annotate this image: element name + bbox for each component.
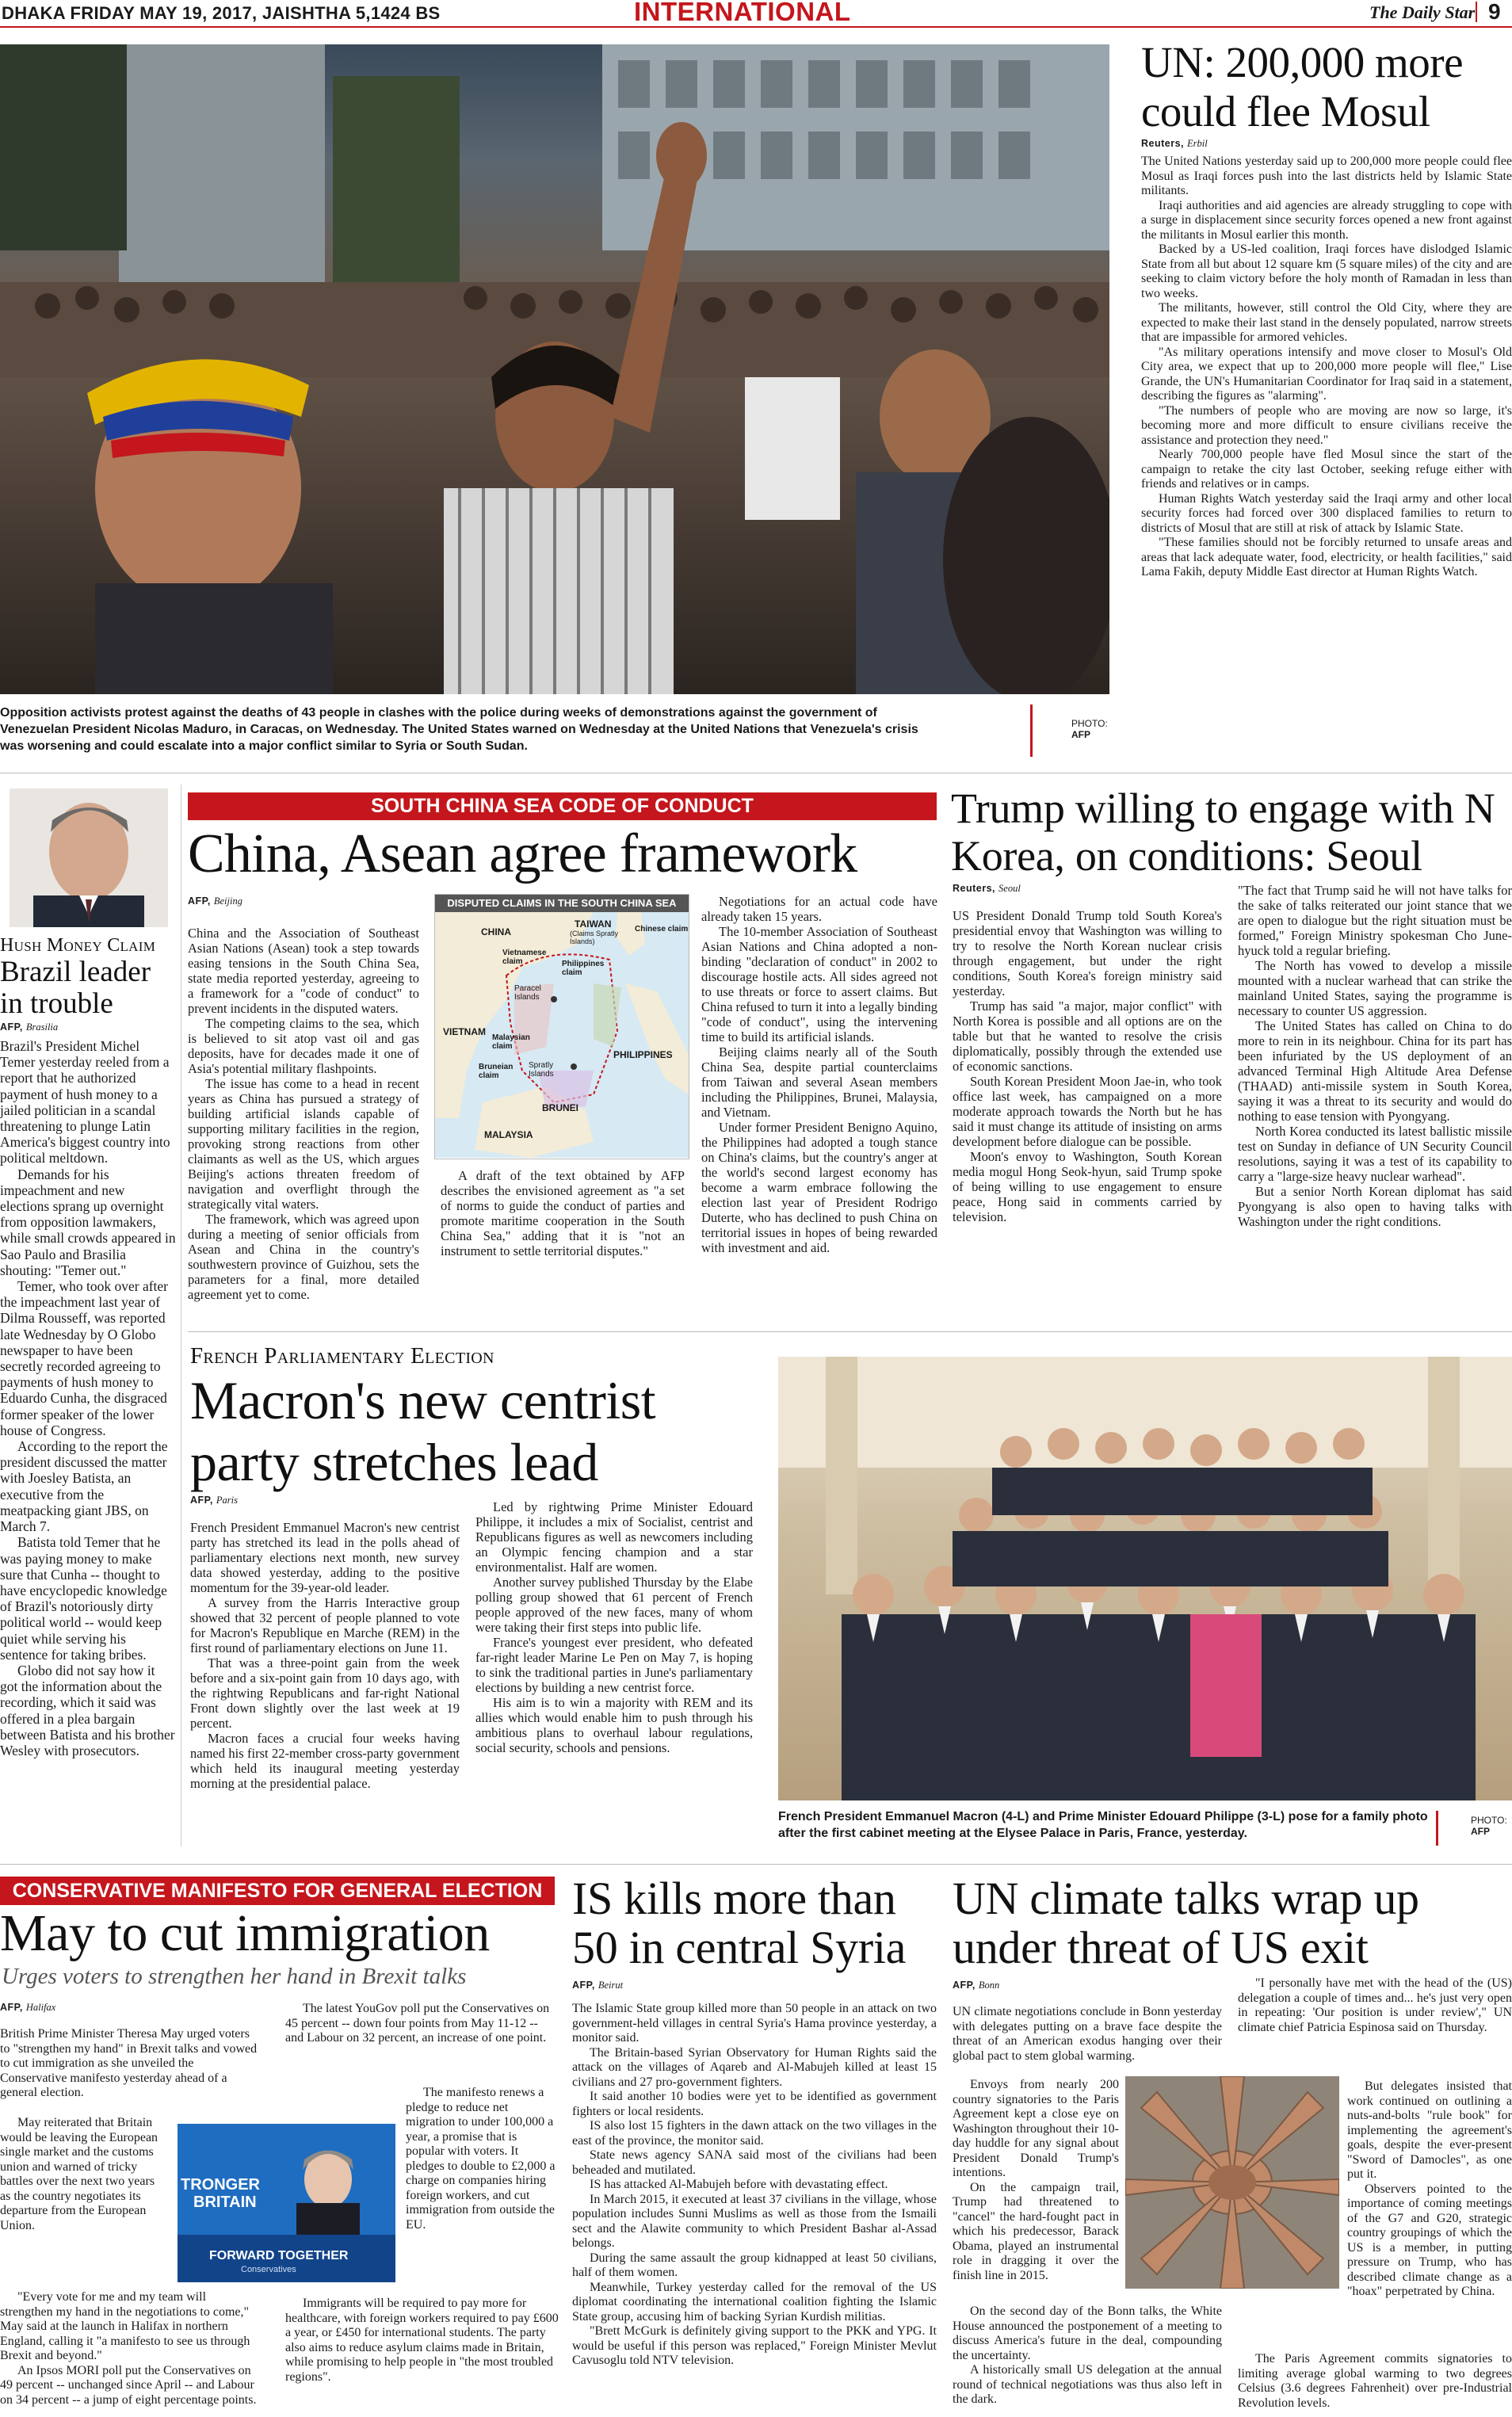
- location: Halifax: [25, 2002, 56, 2013]
- paragraph: Negotiations for an actual code have already taken 15 years.: [701, 894, 937, 924]
- paragraph: The Britain-based Syrian Observatory for Human Rights said the attack on the villages of Aqareb and Al-Mabujeh killed at least 15 civilians and 27 pro-government fighters.: [572, 2045, 937, 2089]
- map-label-chinese-claim: Chinese claim: [635, 925, 689, 934]
- paragraph: A draft of the text obtained by AFP describes the envisioned agreement as "a set of norms to guide the conduct of parties and promote maritime cooperation in the South China Sea," adding that it is "not an instrument to settle territorial disputes.": [441, 1168, 685, 1258]
- paragraph: The Islamic State group killed more than 50 people in an attack on two government-held villages in central Syria's Hama province yesterday, a monitor said.: [572, 2002, 937, 2045]
- agency: AFP,: [0, 1021, 23, 1033]
- may-dateline: [0, 2002, 55, 2014]
- paragraph: US President Donald Trump told South Korea's presidential envoy that Washington was willing to try to resolve the North Korean nuclear crisis through engagement, but under the right conditions, South Korea's foreign ministry said yesterday.: [953, 908, 1222, 998]
- cabinet-group-illustration: [778, 1357, 1512, 1800]
- may-headline: May to cut immigration: [0, 1904, 490, 1962]
- map-label-taiwan: TAIWAN: [575, 918, 612, 930]
- macron-kicker: French Parliamentary Election: [190, 1343, 494, 1369]
- china-headline: China, Asean agree framework: [188, 823, 857, 884]
- climate-hands-photo: [1125, 2076, 1339, 2289]
- portrait-illustration: [10, 788, 168, 927]
- location: Paris: [216, 1495, 238, 1506]
- paragraph: On the second day of the Bonn talks, the White House announced the postponement of a meeting to discuss America's future in the deal, compounding the uncertainty.: [953, 2304, 1222, 2362]
- syria-headline: IS kills more than 50 in central Syria: [572, 1873, 907, 1973]
- paragraph: According to the report the president discussed the matter with Joesley Batista, an executive from the meatpacking giant JBS, on March 7.: [0, 1438, 168, 1535]
- location: Seoul: [998, 883, 1021, 894]
- may-col-1-wrap: [0, 2116, 166, 2233]
- china-kicker-bar: SOUTH CHINA SEA CODE OF CONDUCT: [188, 792, 937, 820]
- map-label-malaysian-claim: Malaysian claim: [492, 1033, 530, 1051]
- protest-scene-illustration: [0, 44, 1109, 694]
- photo-credit-divider: [1436, 1811, 1438, 1846]
- paragraph: "The numbers of people who are moving are now so large, it's becoming more and more difficult to ensure civilians receive the assistance and protection they need.": [1141, 403, 1512, 447]
- paragraph: French President Emmanuel Macron's new centrist party has stretched its lead in the polls ahead of parliamentary elections next month, new survey data showed yesterday, adding to the positive momentum for the 39-year-old leader.: [190, 1520, 460, 1595]
- paragraph: Observers pointed to the importance of coming meetings of the G7 and G20, strategic country groupings of which the US is a member, in putting pressure on Trump, who has described climate change as a "hoax" perpetrated by China.: [1347, 2182, 1512, 2298]
- page-header: [0, 0, 1512, 29]
- macron-headline: Macron's new centrist party stretches lead: [190, 1370, 656, 1492]
- map-label-bruneian-claim: Bruneian claim: [479, 1063, 514, 1080]
- agency: Reuters,: [953, 883, 996, 894]
- venezuela-photo-credit: [1071, 718, 1108, 740]
- may-col-2-wrap: [406, 2086, 559, 2232]
- map-title: DISPUTED CLAIMS IN THE SOUTH CHINA SEA: [435, 895, 689, 912]
- paragraph: Another survey published Thursday by the Elabe polling group showed that 61 percent of French people approved of the new faces, many of whom were taking their first steps into public life.: [475, 1575, 753, 1635]
- china-dateline: [188, 895, 242, 907]
- macron-col-1: [190, 1520, 460, 1791]
- paragraph: Beijing claims nearly all of the South China Sea, despite partial counterclaims from Taiwan and several Asean members including the Philippines, Brunei, Malaysia, and Vietnam.: [701, 1044, 937, 1120]
- paragraph: IS has attacked Al-Mabujeh before with devastating effect.: [590, 2178, 888, 2191]
- paragraph: "The fact that Trump said he will not have talks for the sake of talks reiterated our joint stance that we are open to dialogue but the right situation must be formed," Foreign Ministry spokesman Cho June-hyuck told a regular briefing.: [1238, 883, 1512, 958]
- paragraph: Human Rights Watch yesterday said the Iraqi army and other local security forces had forced over 300 displaced families to return to districts of Mosul that are still at risk of attack by Islamic State.: [1141, 491, 1512, 535]
- paragraph: "These families should not be forcibly returned to unsafe areas and areas that lack adequate water, food, electricity, or health facilities," said Lama Fakih, deputy Middle East director at Human Rights Watch.: [1141, 536, 1512, 578]
- paragraph: Led by rightwing Prime Minister Edouard Philippe, it includes a mix of Socialist, centrist and Republicans figures as well as newcomers including an Olympic fencing champion and a star environmentalist. Half are women.: [475, 1499, 753, 1575]
- paragraph: France's youngest ever president, who defeated far-right leader Marine Le Pen on May 7, is hoping to sink the traditional parties in June's parliamentary elections by building a new centrist force.: [475, 1635, 753, 1695]
- climate-col-1-wrap: [953, 2078, 1119, 2283]
- paragraph: Demands for his impeachment and new elections sprang up overnight from opposition lawmakers, while small crowds appeared in Sao Paulo and Brasilia shouting: "Temer out.": [0, 1166, 176, 1278]
- climate-col-2-bottom: [1238, 2352, 1512, 2411]
- may-col-1-top: [0, 2027, 262, 2101]
- section-divider: [188, 1331, 1512, 1332]
- china-col-1: [188, 926, 419, 1302]
- paragraph: Trump has said "a major, major conflict" with North Korea is possible and all options are on the table but that he wanted to resolve the crisis diplomatically, possibly through the extended use of economic sanctions.: [953, 998, 1222, 1074]
- paragraph: A historically small US delegation at the annual round of technical negotiations was thus also left in the dark.: [953, 2363, 1222, 2406]
- paragraph: The latest YouGov poll put the Conservatives on 45 percent -- down four points from May 11-12 -- and Labour on 32 percent, an increase of one point.: [285, 2002, 550, 2045]
- paragraph: His aim is to win a majority with REM and its allies which would enable him to push through his ambitious plans to overhaul labour regulations, social security, schools and pensions.: [475, 1695, 753, 1755]
- photo-credit-divider: [1030, 704, 1033, 757]
- climate-col-2-top: [1238, 1976, 1512, 2035]
- map-label-taiwan-sub: (Claims Spratly Islands): [570, 930, 619, 945]
- paragraph: IS also lost 15 fighters in the dawn attack on the two villages in the east of the province, the monitor said.: [572, 2119, 937, 2148]
- mosul-headline: UN: 200,000 more could flee Mosul: [1141, 38, 1463, 136]
- agency: AFP,: [953, 1980, 976, 1991]
- paragraph: The issue has come to a head in recent years as China has pursued a strategy of building artificial islands capable of supporting military facilities in the region, provoking strong reactions from other claimants as well as the US, which argues Beijing's actions threaten freedom of navigation and overflight through the strategically vital waters.: [188, 1076, 419, 1212]
- trump-korea-dateline: [953, 883, 1021, 895]
- paragraph: "As military operations intensify and move closer to Mosul's Old City area, we expect that up to 200,000 more people will flee," Lise Grande, the UN's Humanitarian Coordinator for Iraq said in a statement, describing the figures as "alarming".: [1141, 345, 1512, 403]
- south-china-sea-map: [434, 894, 689, 1159]
- paragraph: Immigrants will be required to pay more for healthcare, with foreign workers required to pay £600 a year, or £450 for international students. The party also aims to reduce asylum claims made in Britain, while promising to help people in "the most troubled regions".: [285, 2297, 559, 2384]
- map-label-paracel: Paracel Islands: [514, 984, 541, 1002]
- brazil-headline: Brazil leader in trouble: [0, 956, 151, 1020]
- map-label-philippines-claim: Philippines claim: [562, 960, 605, 977]
- section-title: INTERNATIONAL: [634, 0, 851, 26]
- paragraph: Globo did not say how it got the information about the recording, which it said was offered in a plea bargain between Batista and his brother Wesley with prosecutors.: [0, 1662, 175, 1758]
- climate-col-1-top: [953, 2005, 1222, 2064]
- header-dateline: DHAKA FRIDAY MAY 19, 2017, JAISHTHA 5,1424 BS: [2, 3, 441, 23]
- paragraph: The manifesto renews a pledge to reduce net migration to under 100,000 a year, a promise that is popular with voters. It pledges to double to £2,000 a charge on companies hiring foreign workers, and cut immigration from outside the EU.: [406, 2086, 556, 2232]
- may-col-2-top: [285, 2002, 559, 2046]
- photo-credit-agency: AFP: [1071, 729, 1090, 740]
- brazil-kicker: Hush Money Claim: [0, 935, 156, 956]
- map-label-spratly: Spratly Islands: [529, 1061, 554, 1079]
- paragraph: It said another 10 bodies were yet to be identified as government fighters or local residents.: [572, 2090, 937, 2118]
- mosul-dateline: [1141, 138, 1512, 150]
- paragraph: China and the Association of Southeast Asian Nations (Asean) took a step towards easing tensions in the South China Sea, state media reported yesterday, agreeing to a framework for a "code of conduct" to prevent incidents in the disputed waters.: [188, 926, 419, 1016]
- location: Beirut: [598, 1980, 624, 1991]
- climate-headline: UN climate talks wrap up under threat of US exit: [953, 1873, 1419, 1973]
- syria-dateline: [572, 1980, 623, 1991]
- paragraph: The 10-member Association of Southeast Asian Nations and China adopted a non-binding "declaration of conduct" in 2002 to discourage hostile acts. All sides agreed not to use threats or force to assert claims. But China refused to turn it into a legally binding "code of conduct", using the intervening time to build its artificial islands.: [701, 924, 937, 1044]
- paragraph: South Korean President Moon Jae-in, who took office last week, has campaigned on a more moderate approach towards the North but he has said it must change its attitude of insisting on arms development before dialogue can be possible.: [953, 1074, 1222, 1149]
- agency: AFP,: [0, 2002, 23, 2013]
- paragraph: The competing claims to the sea, which is believed to sit atop vast oil and gas deposits, have for decades made it one of Asia's potential military flashpoints.: [188, 1016, 419, 1076]
- cabinet-photo-caption: French President Emmanuel Macron (4-L) and Prime Minister Edouard Philippe (3-L) pose for a family photo after the first cabinet meeting at the Elysee Palace in Paris, France, yesterday.: [778, 1810, 1428, 1840]
- syria-body: [572, 2002, 937, 2369]
- paragraph: Macron faces a crucial four weeks having named his first 22-member cross-party government which held its inaugural meeting yesterday morning at the presidential palace.: [190, 1731, 460, 1791]
- paragraph: The militants, however, still control the Old City, where they are expected to make their last stand in the densely populated, narrow streets that are impassible for armored vehicles.: [1141, 301, 1512, 344]
- macron-article: [190, 1343, 757, 1511]
- paragraph: State news agency SANA said most of the civilians had been beheaded and mutilated.: [572, 2148, 937, 2177]
- may-photo: [178, 2124, 395, 2282]
- map-label-china: CHINA: [481, 926, 511, 937]
- section-divider: [0, 1864, 1512, 1865]
- paragraph: "I personally have met with the head of the (US) delegation a couple of times and... he's just very open in repeating: 'Our position is under review'," UN climate chief Patricia Espinosa said on Thursday.: [1238, 1976, 1512, 2034]
- climate-col-1-bottom: [953, 2304, 1222, 2407]
- photo-credit-label: PHOTO:: [1471, 1815, 1507, 1826]
- may-banner-forward: FORWARD TOGETHER: [209, 2249, 349, 2262]
- paragraph: That was a three-point gain from the week before and a six-point gain from 10 days ago, with the rightwing Republicans and far-right National Front down slightly over the last week at 19 percent.: [190, 1655, 460, 1731]
- page-number: 9: [1488, 0, 1501, 24]
- paragraph: North Korea conducted its latest ballistic missile test on Sunday in defiance of UN Security Council resolutions, saying it was a test of its capability to carry a "large-size heavy nuclear warhead".: [1238, 1124, 1512, 1184]
- paragraph: "Brett McGurk is definitely giving support to the PKK and YPG. It would be useful if this person was replaced," Foreign Minister Mevlut Cavusoglu told NTV television.: [572, 2324, 937, 2367]
- paragraph: On the campaign trail, Trump had threatened to "cancel" the hard-fought pact in which his predecessor, Barack Obama, played an instrumental role in dragging it over the finish line in 2015.: [953, 2180, 1119, 2282]
- paragraph: The United Nations yesterday said up to 200,000 more people could flee Mosul as Iraqi forces push into the last districts held by Islamic State militants.: [1141, 155, 1512, 197]
- map-label-brunei: BRUNEI: [542, 1102, 579, 1113]
- temer-portrait: [10, 788, 168, 927]
- may-col-1-bottom: [0, 2290, 262, 2407]
- paragraph: Under former President Benigno Aquino, the Philippines had adopted a tough stance on China's claims, but the country's anger at the world's second largest economy has become a warm embrace following the election last year of President Rodrigo Duterte, who has declined to push China on territorial issues in hopes of being rewarded with investment and aid.: [701, 1120, 937, 1255]
- paragraph: Temer, who took over after the impeachment last year of Dilma Rousseff, was reported late Wednesday by O Globo newspaper to have been secretly recorded agreeing to payments of hush money to Eduardo Cunha, the disgraced former speaker of the lower house of Congress.: [0, 1278, 169, 1438]
- paragraph: The framework, which was agreed upon during a meeting of senior officials from Asean and China in the country's southwestern province of Guizhou, sets the parameters for a final, more detailed agreement yet to come.: [188, 1212, 419, 1302]
- paragraph: Iraqi authorities and aid agencies are already struggling to cope with a surge in displacement since security forces opened a new front against the militants in Mosul earlier this month.: [1141, 198, 1512, 242]
- climate-col-2-wrap: [1347, 2079, 1512, 2300]
- photo-credit-label: PHOTO:: [1071, 718, 1108, 729]
- header-divider: [1476, 2, 1477, 22]
- trump-korea-headline: Trump willing to engage with N Korea, on conditions: Seoul: [951, 785, 1495, 880]
- agency: AFP,: [188, 895, 211, 907]
- photo-credit-agency: AFP: [1471, 1826, 1490, 1837]
- location: Brasilia: [25, 1021, 59, 1033]
- paragraph: UN climate negotiations conclude in Bonn yesterday with delegates putting on a brave face despite the threat of an American exodus hanging over their global pact to stem global warming.: [953, 2005, 1222, 2063]
- header-rule: [0, 26, 1512, 28]
- agency: AFP,: [190, 1495, 213, 1506]
- paragraph: Nearly 700,000 people have fled Mosul since the start of the campaign to retake the city last October, seeking refuge either with friends and relatives or in camps.: [1141, 448, 1512, 491]
- paragraph: During the same assault the group kidnapped at least 50 civilians, half of them women.: [572, 2251, 937, 2279]
- may-kicker-bar: CONSERVATIVE MANIFESTO FOR GENERAL ELECTION: [0, 1877, 555, 1905]
- map-label-vietnamese-claim: Vietnamese claim: [502, 949, 547, 966]
- map-label-malaysia: MALAYSIA: [484, 1129, 533, 1140]
- paragraph: British Prime Minister Theresa May urged voters to "strengthen my hand" in Brexit talks and vowed to cut immigration as she unveiled the Conservative manifesto yesterday ahead of a general election.: [0, 2027, 258, 2099]
- agency: Reuters,: [1141, 138, 1185, 149]
- may-banner-conservatives: Conservatives: [241, 2265, 296, 2274]
- mosul-body: [1141, 155, 1512, 580]
- trump-korea-col-1: [953, 908, 1222, 1224]
- paragraph: But delegates insisted that work continued on outlining a nuts-and-bolts "rule book" for implementing the agreement's goals, despite the ever-present "Sword of Damocles", as one put it.: [1347, 2079, 1512, 2181]
- china-col-3: [701, 894, 937, 1255]
- paragraph: But a senior North Korean diplomat has said Pyongyang is also open to having talks with Washington under the right conditions.: [1238, 1184, 1512, 1229]
- cabinet-photo: [778, 1357, 1512, 1800]
- macron-col-2: [475, 1499, 753, 1755]
- paragraph: In March 2015, it executed at least 37 civilians in the village, whose population includes Sunni Muslims as well as those from the Ismaili sect and the Alawite community to which President Bashar al-Assad belongs.: [572, 2192, 937, 2250]
- location: Erbil: [1187, 138, 1208, 149]
- brazil-article: [0, 935, 176, 1758]
- paragraph: The Paris Agreement commits signatories to limiting average global warming to two degrees Celsius (3.6 degrees Fahrenheit) over pre-Industrial Revolution levels.: [1238, 2352, 1512, 2410]
- paragraph: Meanwhile, Turkey yesterday called for the removal of the US diplomat coordinating the international coalition fighting the Islamic State group, accusing him of backing Syrian Kurdish militias.: [572, 2280, 937, 2323]
- mosul-article: [1141, 38, 1512, 580]
- may-subhead: Urges voters to strengthen her hand in Brexit talks: [2, 1964, 467, 1989]
- agency: AFP,: [572, 1980, 595, 1991]
- masthead: The Daily Star: [1369, 2, 1476, 22]
- may-banner-stronger: TRONGER: [181, 2176, 260, 2194]
- paragraph: The United States has called on China to do more to rein in its neighbour. China for its part has been infuriated by the US deployment of an advanced Terminal High Altitude Area Defense (THAAD) anti-missile system in South Korea, saying it was a threat to its security and would do nothing to ease tension with Pyongyang.: [1238, 1018, 1512, 1124]
- may-banner-britain: BRITAIN: [193, 2194, 257, 2211]
- paragraph: An Ipsos MORI poll put the Conservatives on 49 percent -- unchanged since April -- and Labour on 34 percent -- a jump of eight percentage points.: [0, 2363, 257, 2407]
- map-label-philippines: PHILIPPINES: [613, 1049, 673, 1060]
- paragraph: Moon's envoy to Washington, South Korean media mogul Hong Seok-hyun, said Trump spoke of being willing to use engagement to ensure peace, Hong said in comments carried by television.: [953, 1149, 1222, 1224]
- venezuela-protest-photo: [0, 44, 1109, 694]
- paragraph: The North has vowed to develop a missile mounted with a nuclear warhead that can strike the mainland United States, saying the programme is necessary to counter US aggression.: [1238, 958, 1512, 1018]
- paragraph: Batista told Temer that he was paying money to make sure that Cunha -- thought to have encyclopedic knowledge of Brazil's notoriously dirty political world -- would keep quiet while serving his sentence for taking bribes.: [0, 1534, 167, 1663]
- paragraph: May reiterated that Britain would be leaving the European single market and the customs union and warned of tricky battles over the next two years as the country negotiates its departure from the European Union.: [0, 2116, 158, 2232]
- trump-korea-col-2: [1238, 883, 1512, 1229]
- brazil-dateline: [0, 1021, 176, 1033]
- brazil-body: [0, 1038, 176, 1758]
- cabinet-photo-credit: [1471, 1815, 1507, 1837]
- paragraph: A survey from the Harris Interactive group showed that 32 percent of people planned to vote for Macron's Republique en Marche (REM) in the first round of parliamentary elections on June 11.: [190, 1595, 460, 1655]
- location: Beijing: [213, 895, 242, 907]
- may-col-2-bottom: [285, 2297, 559, 2385]
- paragraph: Backed by a US-led coalition, Iraqi forces have dislodged Islamic State from all but about 12 square km (5 square miles) of the city and are seeking to claim victory before the holy month of Ramadan in less than two weeks.: [1141, 242, 1512, 300]
- map-label-vietnam: VIETNAM: [443, 1026, 486, 1037]
- stacked-hands-illustration: [1125, 2076, 1339, 2289]
- paragraph: Brazil's President Michel Temer yesterday reeled from a report that he authorized payment of hush money to a jailed politician in a scandal threatening to plunge Latin America's biggest country into political meltdown.: [0, 1038, 170, 1166]
- location: Bonn: [978, 1980, 1000, 1991]
- paragraph: Envoys from nearly 200 country signatories to the Paris Agreement kept a close eye on Washington throughout their 10-day huddle for any signal about President Donald Trump's intentions.: [953, 2078, 1119, 2179]
- china-col-2: [441, 1168, 685, 1258]
- paragraph: "Every vote for me and my team will strengthen my hand in the negotiations to come," May said at the launch in Halifax in northern England, calling it "a manifesto to see us through Brexit and beyond.": [0, 2290, 250, 2362]
- climate-dateline: [953, 1980, 999, 1991]
- venezuela-photo-caption: Opposition activists protest against the deaths of 43 people in clashes with the police during weeks of demonstrations against the government of Venezuelan President Nicolas Maduro, in Caracas, on Wednesday. The United States warned on Wednesday at the United Nations that Venezuela's crisis was worsening and could escalate into a major conflict similar to Syria or South Sudan.: [0, 706, 918, 753]
